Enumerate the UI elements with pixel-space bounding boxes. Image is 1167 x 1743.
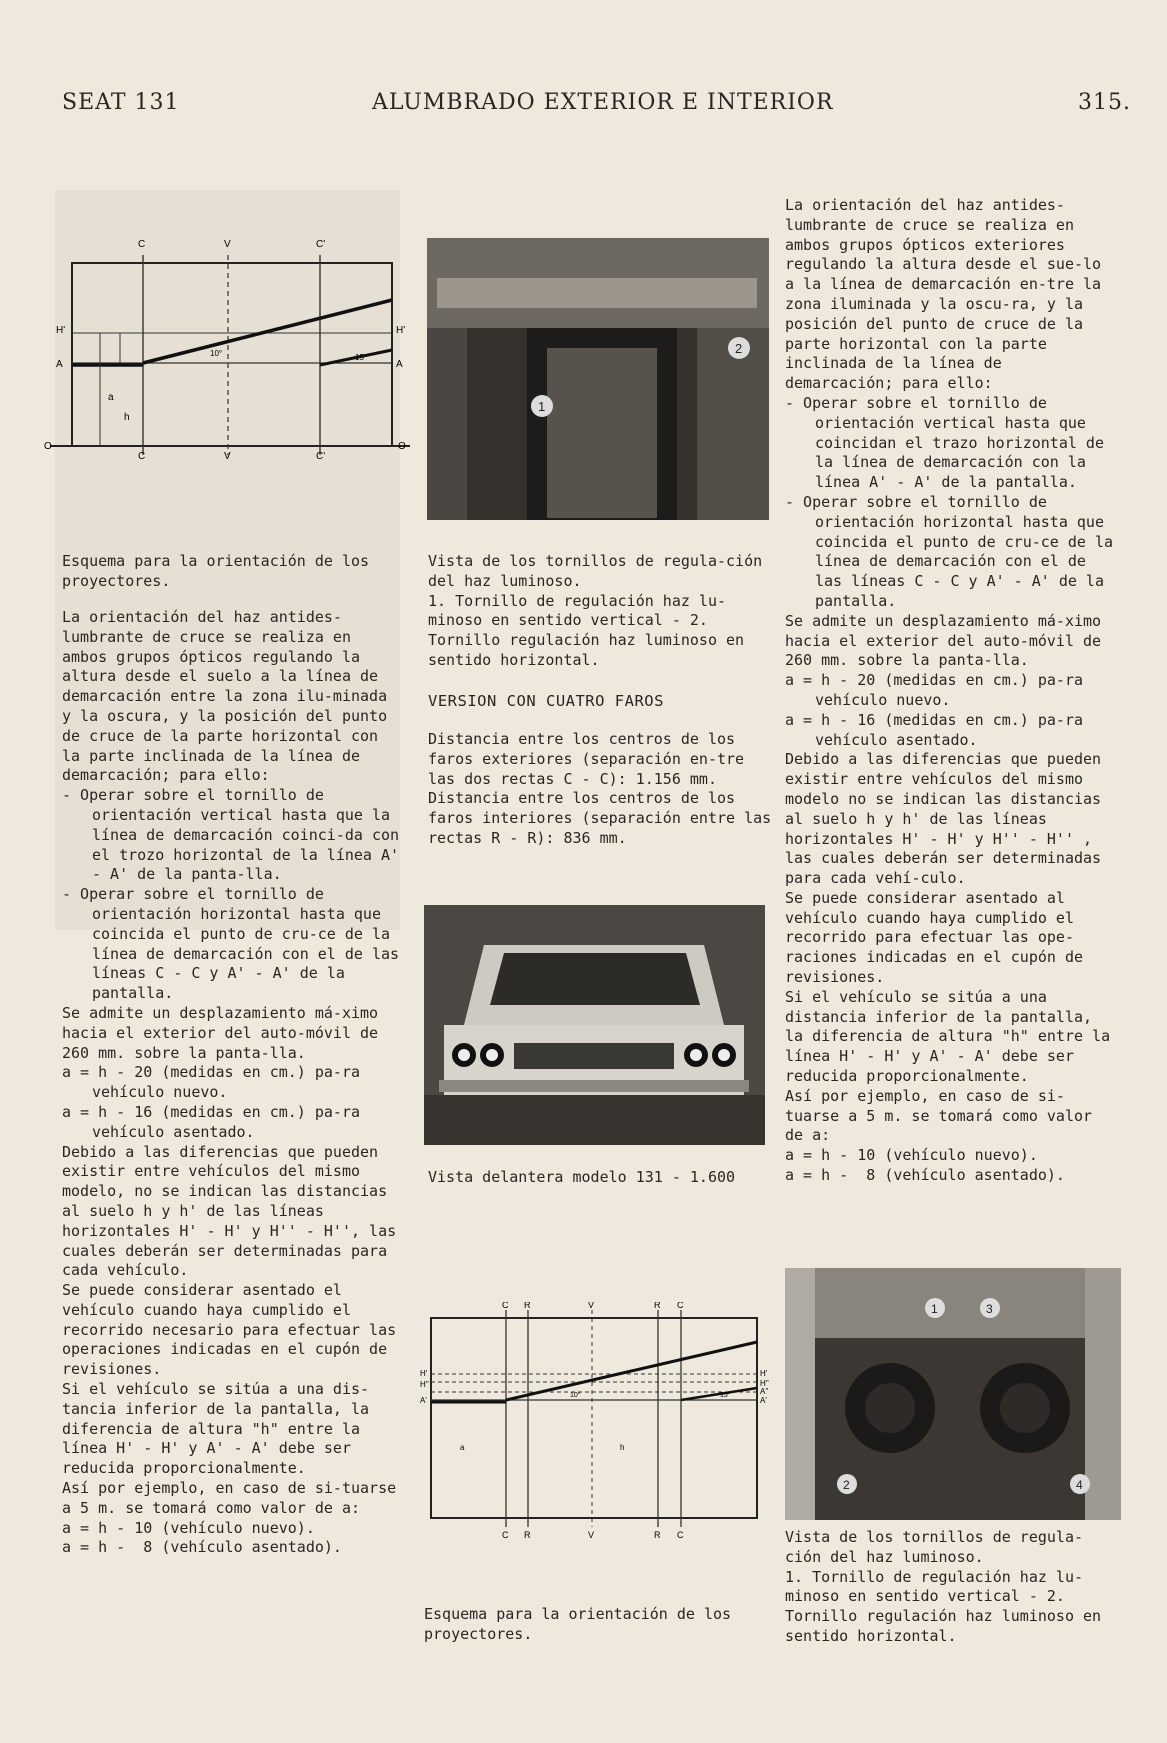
left-step-horizontal: - Operar sobre el tornillo de orientación horizontal hasta que coincida el punto de cru-ce de la línea de demarcación con el de las líneas C - C y A' - A' de la pantalla.: [62, 885, 409, 1003]
label-H-left: H': [56, 325, 66, 336]
left-formula: a = h - 20 (medidas en cm.) pa-ra vehículo nuevo.: [62, 1063, 370, 1102]
right-step-horizontal: - Operar sobre el tornillo de orientación horizontal hasta que coincida el punto de cru-ce de la línea de demarcación con el de las líneas C - C y A' - A' de la pantalla.: [785, 492, 1123, 610]
right-formula: a = h - 10 (vehículo nuevo).: [785, 1146, 1038, 1165]
left-formula: a = h - 8 (vehículo asentado).: [62, 1538, 342, 1557]
label-O-left: O: [44, 441, 52, 452]
photo3-marker-3: 3: [986, 1302, 993, 1316]
diagram2-svg: [420, 1302, 770, 1542]
label-A-left: A: [56, 359, 63, 370]
left-paragraph: Debido a las diferencias que pueden existir entre vehículos del mismo modelo, no se indican las distancias al suelo h y h' de las líneas horizontales H' - H' y H'' - H'', las cuales deberán ser determinadas para cada vehículo.: [62, 1142, 406, 1280]
d2-label-angle-10: 10°: [570, 1392, 581, 1399]
label-h: h: [124, 412, 130, 423]
label-C-bottom: C: [138, 451, 146, 460]
label-C2-bottom: C': [316, 451, 326, 460]
photo3-illustration: [785, 1268, 1121, 1520]
header-page-number: 315.: [1078, 90, 1131, 115]
label-angle-15: 15°: [355, 353, 368, 362]
d2-label-a: a: [460, 1443, 465, 1452]
d2-label-V-bottom: V: [588, 1530, 595, 1540]
d2-label-C2: C: [677, 1302, 684, 1310]
d2-label-C: C: [502, 1302, 509, 1310]
d2-label-h: h: [620, 1443, 625, 1452]
middle-paragraph: Distancia entre los centros de los faros exteriores (separación en-tre las dos rectas C - C): 1.156 mm.: [428, 730, 754, 788]
right-paragraph: Así por ejemplo, en caso de si-tuarse a 5 m. se tomará como valor de a:: [785, 1086, 1102, 1145]
photo3-caption: Vista de los tornillos de regula-ción del haz luminoso. 1. Tornillo de regulación haz lu-minoso en sentido vertical - 2. Tornillo regulación haz luminoso en sentido horizontal.: [785, 1528, 1102, 1645]
left-step-vertical: - Operar sobre el tornillo de orientación vertical hasta que la línea de demarcación coinci-da con el trozo horizontal de la línea A' - A' de la panta-lla.: [62, 786, 409, 884]
d2-label-R-bottom: R: [524, 1530, 531, 1540]
d2-label-R2-bottom: R: [654, 1530, 661, 1540]
right-formula: a = h - 16 (medidas en cm.) pa-ra vehículo asentado.: [785, 710, 1093, 749]
photo2-illustration: [424, 905, 765, 1145]
left-paragraph: Si el vehículo se sitúa a una dis-tancia inferior de la pantalla, la diferencia de altura "h" entre la línea H' - H' y A' - A' debe ser reducida proporcionalmente.: [62, 1380, 379, 1478]
left-column-text: [62, 608, 409, 1558]
label-V-top: V: [224, 239, 231, 250]
right-paragraph: Se puede considerar asentado al vehículo cuando haya cumplido el recorrido para efectuar las ope-raciones indicadas en el cupón de revisiones.: [785, 888, 1093, 987]
photo1-illustration: [427, 238, 769, 520]
label-O-right: O: [398, 441, 406, 452]
figure2-caption: Esquema para la orientación de los proyectores.: [424, 1605, 732, 1643]
left-paragraph: Se puede considerar asentado el vehículo cuando haya cumplido el recorrido necesario para efectuar las operaciones indicadas en el cupón de revisiones.: [62, 1281, 406, 1379]
d2-label-R: R: [524, 1302, 531, 1310]
d2-label-C-bottom: C: [502, 1530, 509, 1540]
photo3-marker-4: 4: [1076, 1478, 1083, 1492]
label-H-right: H': [396, 325, 406, 336]
d2-label-H2-right: H'': [760, 1379, 769, 1388]
photo3-marker-2: 2: [843, 1478, 850, 1492]
d2-label-A1-right: A'': [760, 1387, 769, 1396]
d2-label-angle-15: 15°: [720, 1392, 731, 1399]
right-step-vertical: - Operar sobre el tornillo de orientación vertical hasta que coincidan el trazo horizontal de la línea de demarcación con la línea A' - A' de la pantalla.: [785, 393, 1114, 492]
d2-label-H1: H': [420, 1369, 428, 1378]
d2-label-V: V: [588, 1302, 595, 1310]
label-angle-10: 10°: [210, 349, 223, 358]
left-paragraph: Se admite un desplazamiento má-ximo hacia el exterior del auto-móvil de 260 mm. sobre la panta-lla.: [62, 1003, 388, 1062]
diagram-svg: [40, 235, 410, 460]
right-paragraph: Se admite un desplazamiento má-ximo hacia el exterior del auto-móvil de 260 mm. sobre la panta-lla.: [785, 611, 1111, 670]
figure1-caption: Esquema para la orientación de los proyectores.: [62, 552, 370, 590]
right-paragraph: La orientación del haz antides-lumbrante de cruce se realiza en ambos grupos ópticos exteriores regulando la altura desde el sue-lo a la línea de demarcación en-tre la zona iluminada y la oscu-ra, y la posición del punto de cruce de la parte horizontal con la parte inclinada de la línea de demarcación; para ello:: [785, 196, 1111, 393]
diagram-headlight-aim: [40, 235, 410, 460]
right-column-text: [785, 196, 1123, 1186]
photo2-caption: Vista delantera modelo 131 - 1.600: [428, 1168, 736, 1186]
right-paragraph: Debido a las diferencias que pueden existir entre vehículos del mismo modelo no se indican las distancias al suelo h y h' de las líneas horizontales H' - H' y H'' - H'' , las cuales deberán ser determinadas para cada vehí-culo.: [785, 750, 1111, 888]
photo3-marker-1: 1: [931, 1302, 938, 1316]
section-heading-four-lights: VERSION CON CUATRO FAROS: [428, 692, 664, 710]
label-A-right: A: [396, 359, 403, 370]
d2-label-A2: A': [420, 1396, 427, 1405]
photo-front-view: [424, 905, 765, 1145]
right-formula: a = h - 20 (medidas en cm.) pa-ra vehículo nuevo.: [785, 671, 1093, 709]
d2-label-H2: H'': [420, 1380, 429, 1389]
diagram-four-lights-aim: [420, 1302, 770, 1542]
d2-label-A2-right: A': [760, 1396, 767, 1405]
d2-label-R2: R: [654, 1302, 661, 1310]
header-section-title: ALUMBRADO EXTERIOR E INTERIOR: [372, 90, 834, 115]
label-C-top: C: [138, 239, 146, 250]
left-paragraph: La orientación del haz antides-lumbrante de cruce se realiza en ambos grupos ópticos regulando la altura desde el suelo a la línea de demarcación entre la zona ilu-minada y la oscura, y la posición del punto de cruce de la parte horizontal con la parte inclinada de la línea de demarcación; para ello:: [62, 608, 397, 785]
photo1-marker-1: 1: [538, 399, 546, 414]
label-a: a: [108, 392, 114, 403]
left-paragraph: Así por ejemplo, en caso de si-tuarse a 5 m. se tomará como valor de a:: [62, 1479, 406, 1517]
middle-paragraph: Distancia entre los centros de los faros interiores (separación entre las rectas R - R): 836 mm.: [428, 789, 781, 847]
right-formula: a = h - 8 (vehículo asentado).: [785, 1166, 1065, 1185]
right-paragraph: Si el vehículo se sitúa a una distancia inferior de la pantalla, la diferencia de altura "h" entre la línea H' - H' y A' - A' debe ser reducida proporcionalmente.: [785, 987, 1120, 1086]
photo-adjustment-screws: [427, 238, 769, 520]
left-formula: a = h - 16 (medidas en cm.) pa-ra vehículo asentado.: [62, 1102, 370, 1141]
d2-label-C2-bottom: C: [677, 1530, 684, 1540]
header-model: SEAT 131: [62, 90, 180, 115]
label-C2-top: C': [316, 239, 326, 250]
photo1-marker-2: 2: [735, 341, 743, 356]
middle-column-text: [428, 730, 781, 849]
left-formula: a = h - 10 (vehículo nuevo).: [62, 1518, 315, 1537]
photo1-caption: Vista de los tornillos de regula-ción del haz luminoso. 1. Tornillo de regulación haz lu-minoso en sentido vertical - 2. Tornillo regulación haz luminoso en sentido horizontal.: [428, 552, 763, 669]
photo-four-light-screws: [785, 1268, 1121, 1520]
d2-label-H1-right: H': [760, 1369, 768, 1378]
label-V-bottom: V: [224, 451, 231, 460]
